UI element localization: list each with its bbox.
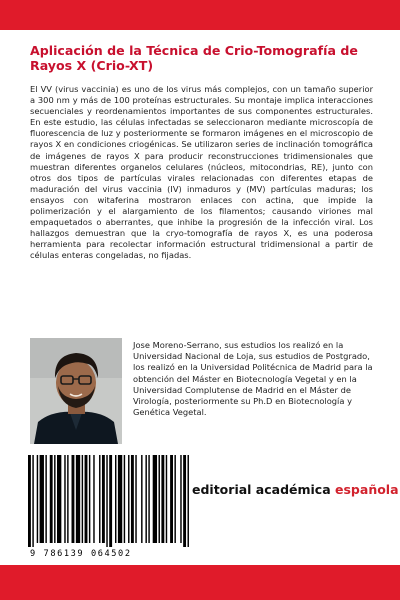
barcode-bar	[76, 455, 80, 543]
barcode-bar	[115, 455, 116, 543]
book-abstract: El VV (virus vaccinia) es uno de los virus más complejos, con un tamaño superior a 300 nm y más de 100 proteínas estructurales. Su montaje implica interacciones secuenciales y reordenamientos importantes de sus componentes estructurales. En este estudio, las células infectadas se seleccionaron mediante microscopía de fluorescencia de luz y posteriormente se formaron imágenes en el microscopio de rayos X en condiciones criogénicas. Se utilizaron series de inclinación tomográfica de imágenes de rayos X para producir reconstrucciones tridimensionales que muestran diferentes organelos celulares (núcleos, mitocondrias, RE), junto con otros dos tipos de partículas virales relacionadas con diferentes etapas de maduración del virus vaccinia (IV) inmaduros y (MV) partículas maduras; los ensayos con witaferina mostraron enlaces con actina, que impide la polimerización y el alargamiento de los filamentos; causando viriones mal empaquetados o aberrantes, que inhibe la progresión de la infección viral. Los hallazgos demuestran que la cryo-tomografía de rayos X, es una poderosa herramienta para recolectar información estructural tridimensional a partir de células enteras congeladas, no fijadas.	[30, 84, 373, 261]
barcode-bar	[145, 455, 146, 543]
barcode-bar	[180, 455, 181, 543]
author-portrait-illustration	[30, 338, 122, 444]
author-photo	[30, 338, 122, 444]
barcode-bar	[99, 455, 100, 543]
barcode-bar	[166, 455, 167, 543]
barcode-bar	[109, 455, 112, 547]
top-color-band	[0, 0, 400, 30]
barcode-bar	[45, 455, 46, 543]
barcode-bar	[159, 455, 160, 543]
barcode-bar	[188, 455, 189, 547]
barcode-bar	[128, 455, 129, 543]
barcode-bar	[89, 455, 90, 543]
book-title: Aplicación de la Técnica de Crio-Tomografía de Rayos X (Crio-XT)	[30, 43, 358, 73]
barcode-bar	[174, 455, 175, 543]
barcode-bar	[57, 455, 61, 543]
publisher-name-accent: española	[335, 482, 399, 497]
barcode-bar	[72, 455, 75, 543]
barcode-bar	[40, 455, 44, 543]
barcode-bar	[161, 455, 164, 543]
barcode-bar	[118, 455, 122, 543]
barcode-bar	[124, 455, 125, 543]
barcode-bar	[64, 455, 65, 543]
barcode-bar	[102, 455, 105, 543]
barcode-bar	[183, 455, 186, 547]
barcode-bar	[85, 455, 88, 543]
publisher-name: editorial académica	[192, 482, 331, 497]
barcode-bar	[82, 455, 83, 543]
bottom-color-band	[0, 565, 400, 600]
barcode-bar	[148, 455, 149, 543]
barcode-bar	[131, 455, 134, 543]
barcode-bar	[67, 455, 68, 543]
publisher-logo-text	[192, 482, 399, 497]
isbn-number: 9 786139 064502	[30, 549, 132, 559]
barcode-bar	[32, 455, 33, 547]
barcode-bar	[37, 455, 38, 543]
isbn-barcode	[22, 455, 194, 557]
barcode-bar	[50, 455, 53, 543]
barcode-bar	[170, 455, 173, 543]
author-bio: Jose Moreno-Serrano, sus estudios los realizó en la Universidad Nacional de Loja, sus estudios de Postgrado, los realizó en la Universidad Politécnica de Madrid para la obtención del Máster en Biotecnología Vegetal y en la Universidad Complutense de Madrid en el Máster de Virología, posteriormente su Ph.D en Biotecnología y Genética Vegetal.	[133, 340, 373, 418]
barcode-bar	[106, 455, 107, 547]
barcode-bar	[135, 455, 136, 543]
barcode-bar	[28, 455, 31, 547]
barcode-bar	[153, 455, 157, 543]
barcode-bar	[141, 455, 142, 543]
barcode-bar	[54, 455, 55, 543]
barcode-bar	[93, 455, 94, 543]
